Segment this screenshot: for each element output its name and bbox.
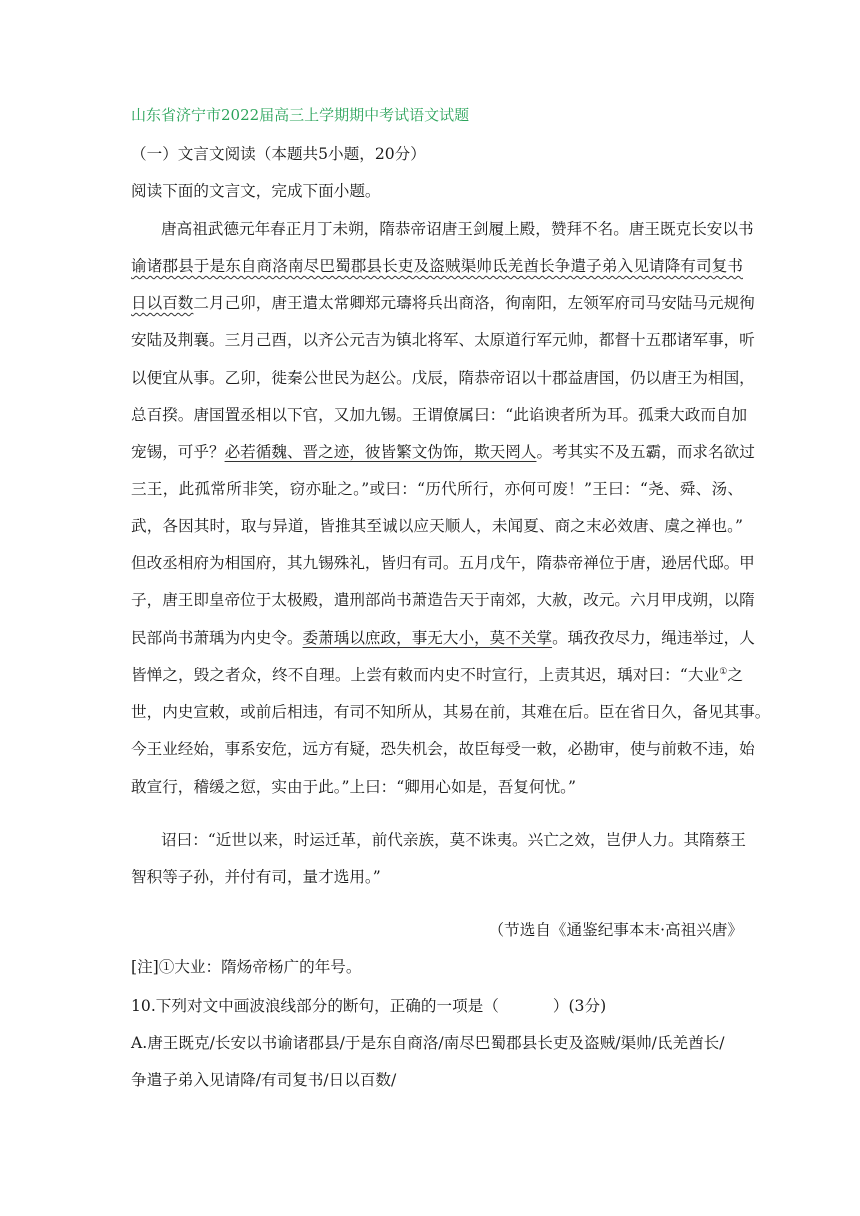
underlined-sentence-1: 必若循魏、晋之迹，彼皆繁文伪饰，欺天罔人 (224, 443, 537, 461)
passage-line: 总百揆。唐国置丞相以下官，又加九锡。王谓僚属曰：“此谄谀者所为耳。孤秉大政而自加 (131, 406, 748, 424)
passage-text: 皆惮之，毁之者众，终不自理。上尝有敕而内史不时宣行，上责其迟，瑀对曰：“大业 (131, 666, 720, 684)
edict-line: 智积等子孙，并付有司，量才选用。” (131, 868, 381, 886)
passage-line: 敢宣行，稽缓之愆，实由于此。”上曰：“卿用心如是，吾复何忧。” (131, 778, 576, 796)
footnote: [注]①大业：隋炀帝杨广的年号。 (131, 958, 362, 976)
passage-line: 三王，此孤常所非笑，窃亦耻之。”或曰：“历代所行，亦何可废！”王曰：“尧、舜、汤、 (131, 480, 743, 498)
underlined-sentence-2: 委萧瑀以庶政，事无大小，莫不关掌 (302, 629, 553, 647)
passage-line: 子，唐王即皇帝位于太极殿，遣刑部尚书萧造告天于南郊，大赦，改元。六月甲戌朔，以隋 (131, 591, 755, 609)
passage-line: 以便宜从事。乙卯，徙秦公世民为赵公。戊辰，隋恭帝诏以十郡益唐国，仍以唐王为相国， (131, 369, 755, 387)
passage-line: 唐高祖武德元年春正月丁未朔，隋恭帝诏唐王剑履上殿，赞拜不名。唐王既克长安以书 (161, 220, 754, 238)
option-a-line: A.唐王既克/长安以书谕诸郡县/于是东自商洛/南尽巴蜀郡县长吏及盗贼/渠帅/氐羌酋长/ (131, 1034, 725, 1052)
passage-line-mixed (131, 293, 755, 313)
passage-text: 民部尚书萧瑀为内史令。 (131, 629, 303, 647)
reading-instruction: 阅读下面的文言文，完成下面小题。 (131, 182, 381, 200)
question-10-stem (131, 996, 743, 1016)
question-text: ）(3分) (552, 997, 607, 1015)
passage-line-rest: 二月己卯，唐王遣太常卿郑元璹将兵出商洛，徇南阳，左领军府司马安陆马元规徇 (193, 294, 755, 312)
question-text: 10.下列对文中画波浪线部分的断句，正确的一项是（ (131, 997, 499, 1015)
source-citation: （节选自《通鉴纪事本末·高祖兴唐》 (488, 921, 743, 939)
passage-line: 但改丞相府为相国府，其九锡殊礼，皆归有司。五月戊午，隋恭帝禅位于唐，逊居代邸。甲 (131, 554, 755, 572)
exam-title: 山东省济宁市2022届高三上学期期中考试语文试题 (131, 106, 470, 124)
passage-line-underlined (131, 628, 755, 648)
passage-line: 世，内史宣敕，或前后相违，有司不知所从，其易在前，其难在后。臣在省日久，备见其事。 (131, 703, 771, 721)
passage-line-note (131, 665, 743, 685)
wavy-underlined-text-end: 日以百数 (131, 294, 194, 312)
section-heading: （一）文言文阅读（本题共5小题，20分） (131, 145, 426, 163)
passage-text: 。瑀孜孜尽力，绳违举过，人 (552, 629, 755, 647)
passage-line-wavy (131, 256, 743, 276)
passage-text: 之 (727, 666, 743, 684)
passage-text: 。考其实不及五霸，而求名欲过 (536, 443, 755, 461)
wavy-underlined-text: 谕诸郡县于是东自商洛南尽巴蜀郡县长吏及盗贼渠帅氐羌酋长争遣子弟入见请降有司复书 (131, 257, 743, 275)
passage-line: 武，各因其时，取与异道，皆推其至诚以应天顺人，未闻夏、商之末必效唐、虞之禅也。” (131, 517, 743, 535)
footnote-marker: ① (719, 667, 728, 677)
passage-line: 安陆及荆襄。三月己酉，以齐公元吉为镇北将军、太原道行军元帅，都督十五郡诸军事，听 (131, 331, 755, 349)
passage-text: 宠锡，可乎？ (131, 443, 225, 461)
passage-line: 今王业经始，事系安危，远方有疑，恐失机会，故臣每受一敕，必勘审，使与前敕不违，始 (131, 740, 755, 758)
option-a-line: 争遣子弟入见请降/有司复书/日以百数/ (131, 1071, 397, 1089)
edict-line: 诏曰：“近世以来，时运迁革，前代亲族，莫不诛夷。兴亡之效，岂伊人力。其隋蔡王 (161, 831, 746, 849)
passage-line-underlined (131, 442, 755, 462)
